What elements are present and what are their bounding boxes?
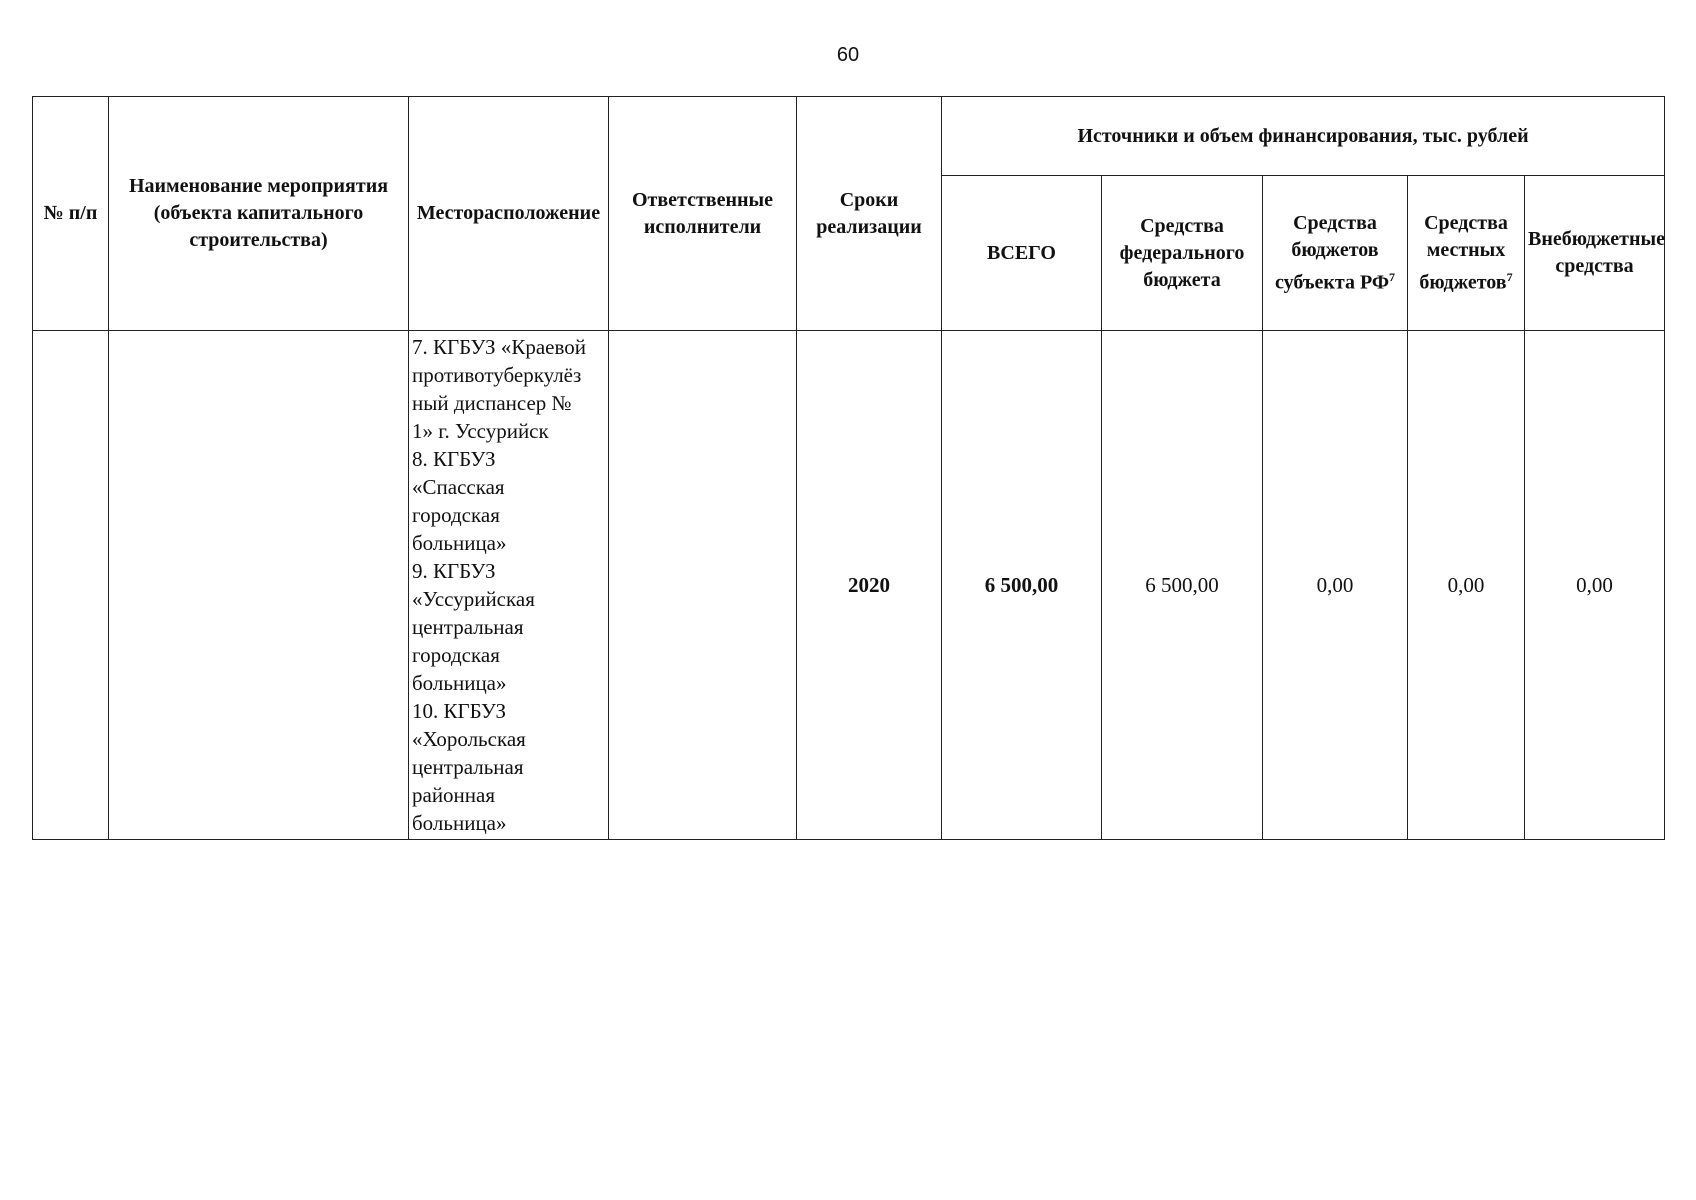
header-responsible: Ответственные исполнители [609,97,797,331]
location-line: больница» [412,531,507,555]
cell-extra: 0,00 [1525,331,1665,840]
header-regional-label: Средства бюджетов субъекта РФ [1274,211,1390,294]
header-total: ВСЕГО [942,176,1102,331]
cell-name [109,331,409,840]
financing-table [32,96,1665,840]
location-line: противотуберкулёз [412,363,582,387]
location-line: «Уссурийская [412,587,535,611]
page-number: 60 [836,44,860,66]
location-line: ный диспансер № [412,391,572,415]
location-line: «Хорольская [412,727,526,751]
cell-federal: 6 500,00 [1102,331,1263,840]
header-local [1408,176,1525,331]
cell-period: 2020 [797,331,942,840]
location-line: районная [412,783,496,807]
location-line: 1» г. Уссурийск [412,419,549,443]
header-local-label: Средства местных бюджетов [1419,211,1508,294]
header-funding-group: Источники и объем финансирования, тыс. рублей [942,97,1665,176]
location-line: центральная [412,755,524,779]
location-line: 8. КГБУЗ [412,447,496,471]
table-row [33,331,1665,840]
cell-location [409,331,609,840]
header-period: Сроки реализации [797,97,942,331]
location-line: больница» [412,811,507,835]
cell-responsible [609,331,797,840]
header-num: № п/п [33,97,109,331]
location-lines [412,333,605,837]
header-extra: Внебюджетные средства [1525,176,1665,331]
cell-regional: 0,00 [1263,331,1408,840]
header-regional [1263,176,1408,331]
location-line: городская [412,643,500,667]
header-location: Месторасположение [409,97,609,331]
location-line: больница» [412,671,507,695]
header-federal: Средства федерального бюджета [1102,176,1263,331]
cell-num [33,331,109,840]
location-line: центральная [412,615,524,639]
header-regional-footnote: 7 [1389,269,1396,284]
location-line: 10. КГБУЗ [412,699,507,723]
cell-total: 6 500,00 [942,331,1102,840]
location-line: 9. КГБУЗ [412,559,496,583]
location-line: городская [412,503,500,527]
header-row [33,97,1665,176]
header-name: Наименование мероприятия (объекта капитального строительства) [109,97,409,331]
header-local-footnote: 7 [1506,269,1513,284]
location-line: «Спасская [412,475,505,499]
cell-local: 0,00 [1408,331,1525,840]
location-line: 7. КГБУЗ «Краевой [412,335,586,359]
